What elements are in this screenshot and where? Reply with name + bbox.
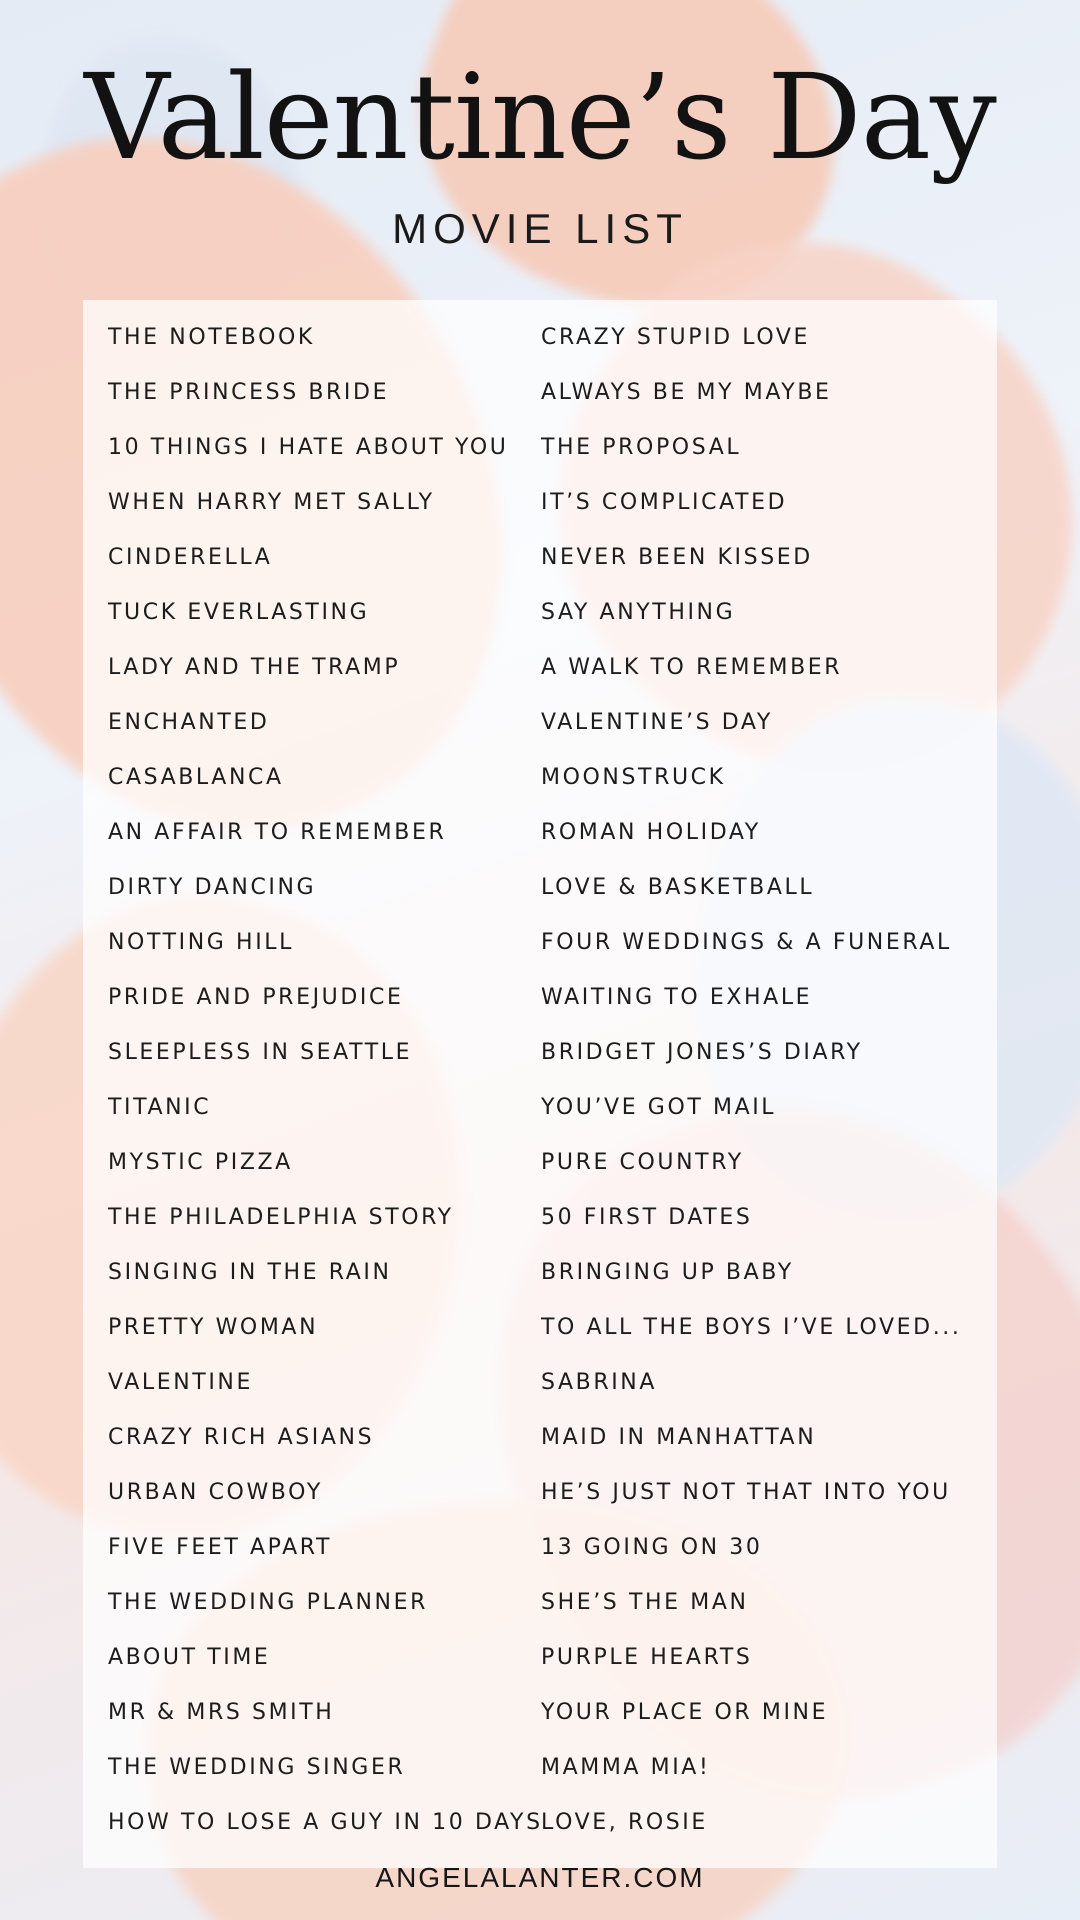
movie-list-item: SHE’S THE MAN bbox=[541, 1590, 749, 1615]
movie-list-item: MAID IN MANHATTAN bbox=[541, 1425, 817, 1450]
page-title: Valentine’s Day bbox=[84, 48, 996, 186]
movie-list-item: ABOUT TIME bbox=[108, 1645, 271, 1670]
movie-list-item: PRIDE AND PREJUDICE bbox=[108, 985, 404, 1010]
movie-list-item: FIVE FEET APART bbox=[108, 1535, 333, 1560]
movie-list-item: PRETTY WOMAN bbox=[108, 1315, 319, 1340]
movie-list-item: 50 FIRST DATES bbox=[541, 1205, 753, 1230]
movie-list-item: TUCK EVERLASTING bbox=[108, 600, 370, 625]
movie-list-item: ENCHANTED bbox=[108, 710, 270, 735]
movie-list-item: FOUR WEDDINGS & A FUNERAL bbox=[541, 930, 952, 955]
movie-list-item: BRIDGET JONES’S DIARY bbox=[541, 1040, 863, 1065]
movie-list-item: BRINGING UP BABY bbox=[541, 1260, 794, 1285]
movie-list-item: YOU’VE GOT MAIL bbox=[541, 1095, 777, 1120]
footer-website: ANGELALANTER.COM bbox=[375, 1862, 705, 1893]
movie-list-right-column bbox=[541, 316, 962, 1856]
movie-list-item: THE NOTEBOOK bbox=[108, 325, 315, 350]
movie-list-item: VALENTINE bbox=[108, 1370, 253, 1395]
movie-list-item: IT’S COMPLICATED bbox=[541, 490, 788, 515]
movie-list-item: CINDERELLA bbox=[108, 545, 273, 570]
movie-list-item: MYSTIC PIZZA bbox=[108, 1150, 293, 1175]
movie-list-item: MAMMA MIA! bbox=[541, 1755, 711, 1780]
movie-list-item: DIRTY DANCING bbox=[108, 875, 317, 900]
movie-list-item: YOUR PLACE OR MINE bbox=[541, 1700, 829, 1725]
movie-list-item: THE WEDDING PLANNER bbox=[108, 1590, 428, 1615]
movie-list-item: 13 GOING ON 30 bbox=[541, 1535, 763, 1560]
movie-list-item: SINGING IN THE RAIN bbox=[108, 1260, 392, 1285]
movie-list-item: TITANIC bbox=[108, 1095, 212, 1120]
movie-list-item: THE PHILADELPHIA STORY bbox=[108, 1205, 454, 1230]
movie-list-item: SLEEPLESS IN SEATTLE bbox=[108, 1040, 413, 1065]
movie-list-item: WAITING TO EXHALE bbox=[541, 985, 813, 1010]
movie-list-item: HOW TO LOSE A GUY IN 10 DAYS bbox=[108, 1810, 543, 1835]
movie-list-item: ROMAN HOLIDAY bbox=[541, 820, 761, 845]
movie-list-item: ALWAYS BE MY MAYBE bbox=[541, 380, 832, 405]
movie-list-item: LADY AND THE TRAMP bbox=[108, 655, 401, 680]
movie-list-item: PURE COUNTRY bbox=[541, 1150, 744, 1175]
movie-list-item: LOVE & BASKETBALL bbox=[541, 875, 815, 900]
movie-list-item: CRAZY STUPID LOVE bbox=[541, 325, 811, 350]
movie-list-item: NEVER BEEN KISSED bbox=[541, 545, 813, 570]
movie-list-item: HE’S JUST NOT THAT INTO YOU bbox=[541, 1480, 951, 1505]
movie-list-item: VALENTINE’S DAY bbox=[541, 710, 773, 735]
movie-list-item: TO ALL THE BOYS I’VE LOVED... bbox=[541, 1315, 962, 1340]
movie-list-item: MOONSTRUCK bbox=[541, 765, 726, 790]
movie-list-item: PURPLE HEARTS bbox=[541, 1645, 753, 1670]
movie-list-item: A WALK TO REMEMBER bbox=[541, 655, 843, 680]
movie-list-item: THE PRINCESS BRIDE bbox=[108, 380, 390, 405]
movie-list-item: THE PROPOSAL bbox=[541, 435, 742, 460]
movie-list-item: NOTTING HILL bbox=[108, 930, 294, 955]
movie-list-left-column bbox=[108, 316, 543, 1856]
movie-list-item: CASABLANCA bbox=[108, 765, 284, 790]
movie-list-item: THE WEDDING SINGER bbox=[108, 1755, 406, 1780]
movie-list-item: SAY ANYTHING bbox=[541, 600, 736, 625]
movie-list-item: URBAN COWBOY bbox=[108, 1480, 323, 1505]
movie-list-item: CRAZY RICH ASIANS bbox=[108, 1425, 375, 1450]
movie-list-item: AN AFFAIR TO REMEMBER bbox=[108, 820, 447, 845]
page-subtitle: MOVIE LIST bbox=[392, 205, 688, 252]
movie-list-item: LOVE, ROSIE bbox=[541, 1810, 708, 1835]
movie-list-item: SABRINA bbox=[541, 1370, 657, 1395]
movie-list-item: MR & MRS SMITH bbox=[108, 1700, 335, 1725]
movie-list-item: WHEN HARRY MET SALLY bbox=[108, 490, 435, 515]
movie-list-item: 10 THINGS I HATE ABOUT YOU bbox=[108, 435, 509, 460]
